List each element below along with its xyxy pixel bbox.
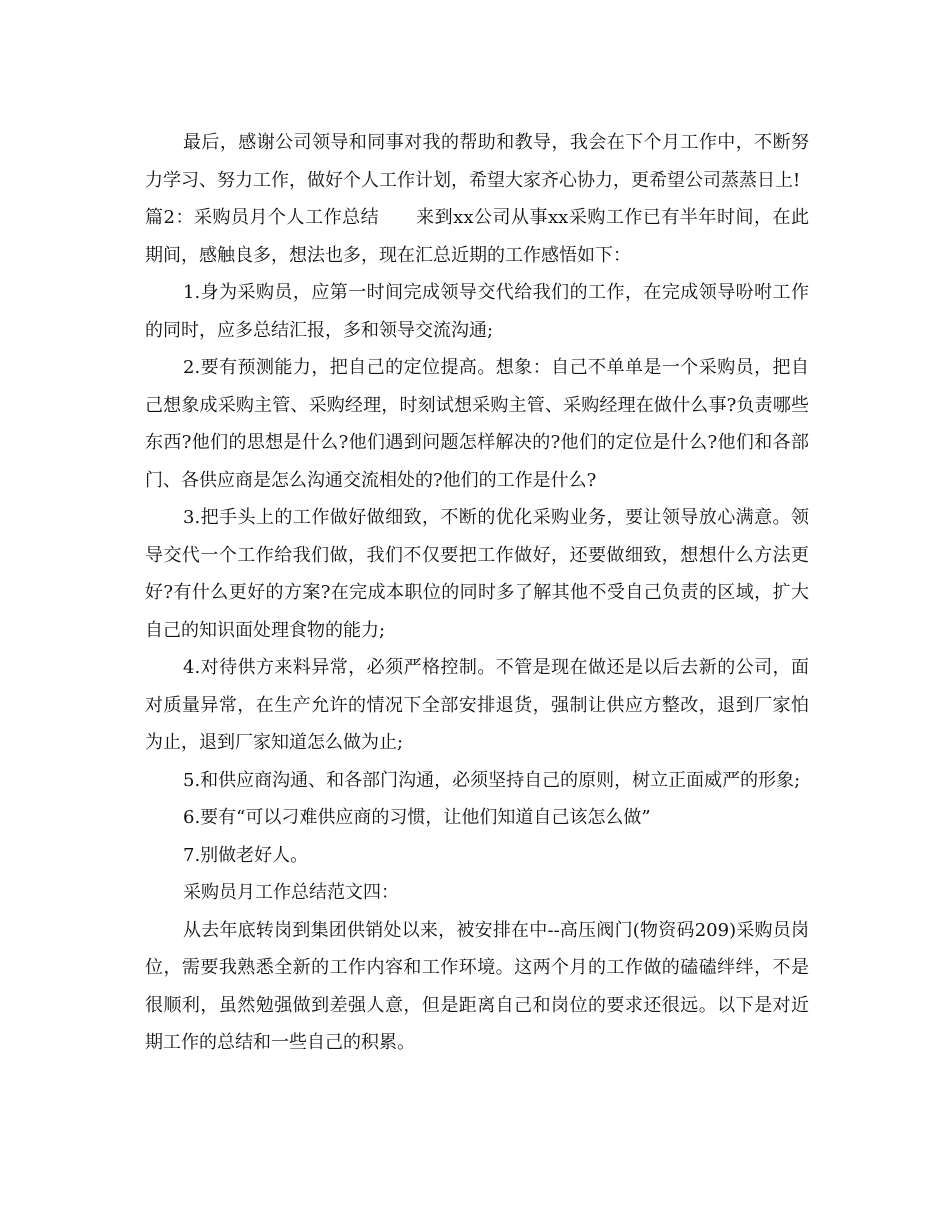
paragraph-point-4: 4.对待供方来料异常，必须严格控制。不管是现在做还是以后去新的公司，面对质量异常，在生产允许的情况下全部安排退货，强制让供应方整改，退到厂家怕为止，退到厂家知道怎么做为止; xyxy=(145,657,809,753)
paragraph-point-6: 6.要有“可以刁难供应商的习惯，让他们知道自己该怎么做” xyxy=(183,807,651,828)
paragraph-point-5: 5.和供应商沟通、和各部门沟通，必须坚持自己的原则，树立正面威严的形象; xyxy=(183,769,801,791)
paragraph-point-3: 3.把手头上的工作做好做细致，不断的优化采购业务，要让领导放心满意。领导交代一个工作给我们做，我们不仅要把工作做好，还要做细致，想想什么方法更好?有什么更好的方案?在完成本职位的同时多了解其他不受自己负责的区域，扩大自己的知识面处理食物的能力; xyxy=(145,507,809,641)
paragraph-section-4-intro: 从去年底转岗到集团供销处以来，被安排在中--高压阀门(物资码209)采购员岗位，需要我熟悉全新的工作内容和工作环境。这两个月的工作做的磕磕绊绊，不是很顺利，虽然勉强做到差强人意，但是距离自己和岗位的要求还很远。以下是对近期工作的总结和一些自己的积累。 xyxy=(145,919,809,1053)
paragraph-point-2: 2.要有预测能力，把自己的定位提高。想象：自己不单单是一个采购员，把自己想象成采购主管、采购经理，时刻试想采购主管、采购经理在做什么事?负责哪些东西?他们的思想是什么?他们遇到问题怎样解决的?他们的定位是什么?他们和各部门、各供应商是怎么沟通交流相处的?他们的工作是什么? xyxy=(145,357,809,491)
paragraph-point-7: 7.别做老好人。 xyxy=(183,844,309,866)
paragraph-section-2-heading: 篇2：采购员月个人工作总结 来到xx公司从事xx采购工作已有半年时间，在此期间，感触良多，想法也多，现在汇总近期的工作感悟如下： xyxy=(145,207,809,266)
paragraph-section-4-heading: 采购员月工作总结范文四： xyxy=(183,882,399,903)
paragraph-point-1: 1.身为采购员，应第一时间完成领导交代给我们的工作，在完成领导吩咐工作的同时，应多总结汇报，多和领导交流沟通; xyxy=(145,282,809,341)
document-body xyxy=(145,124,809,1062)
paragraph-closing-thanks: 最后，感谢公司领导和同事对我的帮助和教导，我会在下个月工作中，不断努力学习、努力工作，做好个人工作计划，希望大家齐心协力，更希望公司蒸蒸日上! xyxy=(145,132,809,191)
